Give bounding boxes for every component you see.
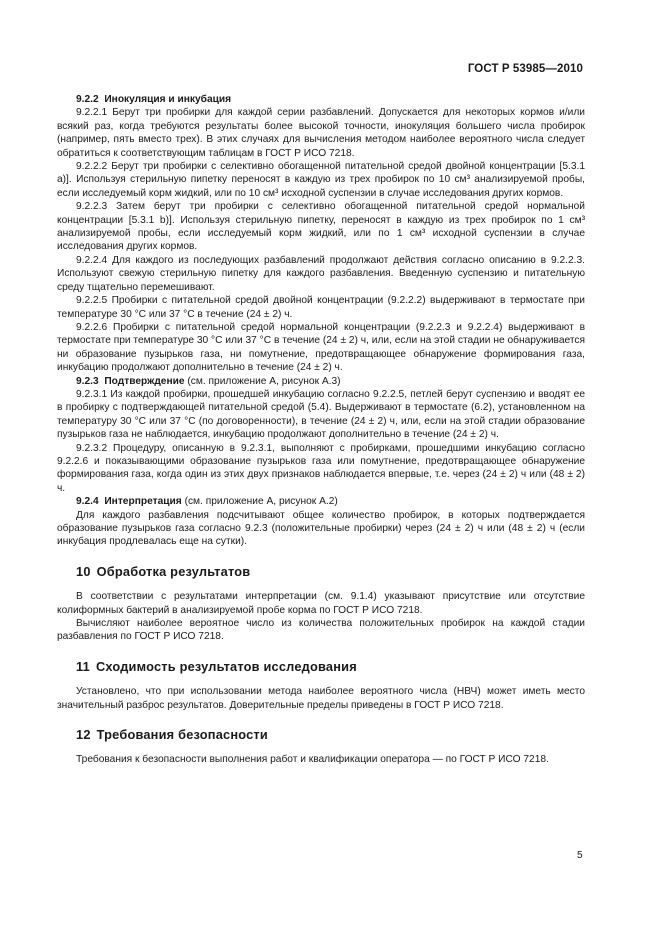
subsection-title: Подтверждение [104,375,185,387]
section-number: 12 [76,727,91,743]
section-title: Обработка результатов [96,563,251,579]
subsection-number: 9.2.4 [76,496,99,508]
subsection-number: 9.2.3 [76,375,99,387]
paragraph: 9.2.2.4 Для каждого из последующих разбавлений продолжают действия согласно описанию в 9.2.2.3. Используют свежую стерильную пипетку для каждого разбавления. Введенную суспензию и питательную среду тщательно перемешивают. [57,254,585,293]
subsection-reference: (см. приложение А, рисунок А.2) [181,496,338,508]
subsection-heading [57,93,585,106]
paragraph: 9.2.3.2 Процедуру, описанную в 9.2.3.1, выполняют с пробирками, прошедшими инкубацию согласно 9.2.2.6 и показывающими образование пузырьков газа или помутнение, предотвращающее обнаружение формирования газа, когда один из этих двух признаков наблюдается впервые, т.е. через (24 ± 2) ч или (48 ± 2) ч. [57,442,585,494]
section-title: Сходимость результатов исследования [95,658,357,674]
page-number: 5 [577,850,583,861]
section-heading [57,565,585,578]
paragraph: В соответствии с результатами интерпретации (см. 9.1.4) указывают присутствие или отсутствие колиформных бактерий в анализируемой пробе корма по ГОСТ Р ИСО 7218. [57,591,585,616]
section-heading [57,728,585,741]
section-number: 11 [76,658,90,674]
section-title: Требования безопасности [96,727,268,743]
subsection-reference: (см. приложение А, рисунок А.3) [184,375,341,387]
paragraph: Для каждого разбавления подсчитывают общее количество пробирок, в которых подтверждается образование пузырьков газа согласно 9.2.3 (положительные пробирки) через (24 ± 2) ч или (48 ± 2) ч (если инкубация продлевалась еще на сутки). [57,509,585,548]
paragraph: 9.2.2.5 Пробирки с питательной средой двойной концентрации (9.2.2.2) выдерживают в термостате при температуре 30 °С или 37 °С в течение (24 ± 2) ч. [57,295,585,320]
subsection-heading [57,495,585,508]
paragraph: Вычисляют наиболее вероятное число из количества положительных пробирок на каждой стадии разбавления по ГОСТ Р ИСО 7218. [57,618,585,643]
document-body [57,93,585,767]
document-code: ГОСТ Р 53985—2010 [467,63,583,75]
paragraph: Требования к безопасности выполнения работ и квалификации оператора — по ГОСТ Р ИСО 7218. [76,754,549,766]
subsection-number: 9.2.2 [76,94,99,105]
paragraph: 9.2.2.3 Затем берут три пробирки с селективно обогащенной питательной средой нормальной концентрации [5.3.1 b)]. Используя стерильную пипетку, переносят в каждую из трех пробирок по 1 см³ анализируемой пробы, если исследуемый корм жидкий, или по 1 см³ исходной суспензии в случае исследования других кормов. [57,201,585,253]
section-heading [57,660,585,673]
subsection-title: Интерпретация [104,496,182,508]
subsection-heading [57,375,585,388]
paragraph: 9.2.2.1 Берут три пробирки для каждой серии разбавлений. Допускается для некоторых кормов и/или всякий раз, когда требуются результаты более высокой точности, инокуляция большего числа пробирок (например, пять вместо трех). В этих случаях для вычисления методом наиболее вероятного числа следует обратиться к соответствующим таблицам в ГОСТ Р ИСО 7218. [57,107,585,159]
paragraph: 9.2.2.6 Пробирки с питательной средой нормальной концентрации (9.2.2.3 и 9.2.2.4) выдерживают в термостате при температуре 30 °С или 37 °С в течение (24 ± 2) ч, или, если на этой стадии не обнаруживается ни образование пузырьков газа, ни помутнение, предотвращающее обнаружение формирования газа, инкубацию продолжают дополнительно в течение (24 ± 2) ч. [57,321,585,374]
paragraph: 9.2.2.2 Берут три пробирки с селективно обогащенной питательной средой двойной концентрации [5.3.1 a)]. Используя стерильную пипетку переносят в каждую из трех пробирок по 10 см³ анализируемой пробы, если исследуемый корм жидкий, или по 10 см³ исходной суспензии в случае исследования других кормов. [57,161,585,199]
section-number: 10 [76,563,91,579]
paragraph: 9.2.3.1 Из каждой пробирки, прошедшей инкубацию согласно 9.2.2.5, петлей берут суспензию и вводят ее в пробирку с подтверждающей питательной средой (5.4). Выдерживают в термостате (6.2), установленном на температуру 30 °С или 37 °С (по договоренности), в течение (24 ± 2) ч, или, если на этой стадии образование пузырьков газа не наблюдается, инкубацию продолжают дополнительно в течение (24 ± 2) ч. [57,388,585,441]
subsection-title: Инокуляция и инкубация [104,94,232,105]
paragraph: Установлено, что при использовании метода наиболее вероятного числа (НВЧ) может иметь место значительный разброс результатов. Доверительные пределы приведены в ГОСТ Р ИСО 7218. [57,686,585,711]
